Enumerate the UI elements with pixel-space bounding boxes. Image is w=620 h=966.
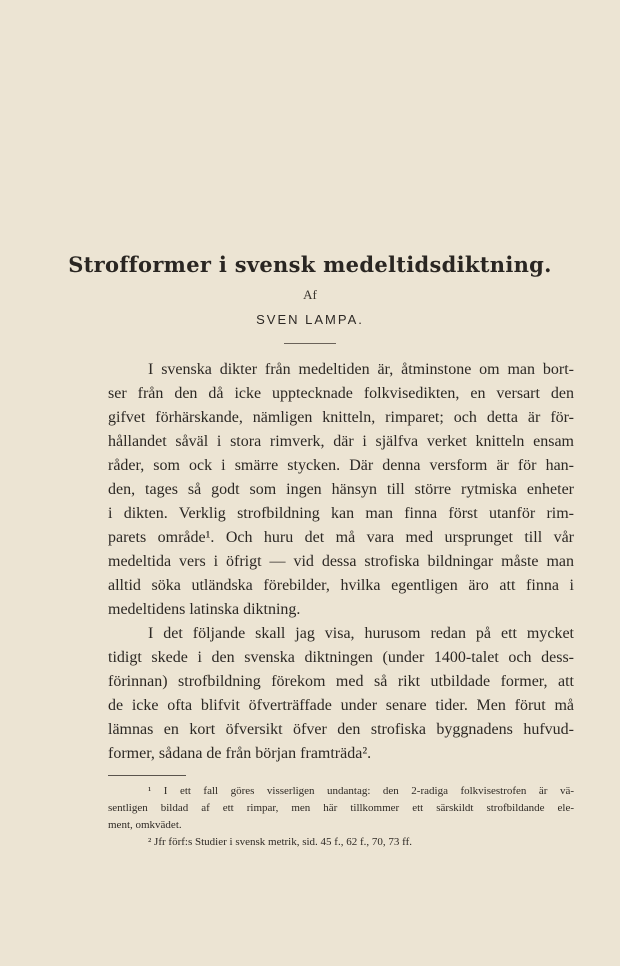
body-line: hållandet såväl i stora rimverk, där i själfva verket knitteln ensam [108, 433, 574, 450]
body-line: tidigt skede i den svenska diktningen (under 1400-talet och dess- [108, 649, 574, 666]
body-line: råder, som ock i smärre stycken. Där denna versform är för han- [108, 457, 574, 474]
body-line: den, tages så godt som ingen hänsyn till större rytmiska enheter [108, 481, 574, 498]
body-line: lämnas en kort öfversikt öfver den strofiska byggnadens hufvud- [108, 721, 574, 738]
footnote-line: ² Jfr förf:s Studier i svensk metrik, sid. 45 f., 62 f., 70, 73 ff. [148, 836, 413, 848]
body-line: I svenska dikter från medeltiden är, åtminstone om man bort- [148, 361, 574, 378]
body-line: i dikten. Verklig strofbildning kan man finna först utanför rim- [108, 505, 574, 522]
body-line: förinnan) strofbildning förekom med så rikt utbildade former, att [108, 673, 574, 690]
body-line: parets område¹. Och huru det må vara med ursprunget till vår [108, 529, 574, 546]
body-line: medeltida vers i öfrigt — vid dessa strofiska bildningar måste man [108, 553, 574, 570]
footnote-line: sentligen bildad af ett rimpar, men här tillkommer ett särskildt strofbildande ele- [108, 802, 574, 814]
byline: Af [303, 287, 317, 302]
body-line: medeltidens latinska diktning. [108, 601, 301, 618]
body-line: former, sådana de från början framträda². [108, 745, 372, 762]
body-line: gifvet förhärskande, nämligen knitteln, rimparet; och detta är för- [108, 409, 574, 426]
body-line: alltid söka utländska förebilder, hvilka egentligen äro att finna i [108, 577, 574, 594]
article-title: Strofformer i svensk medeltidsdiktning. [68, 252, 552, 277]
footnote-line: ment, omkvädet. [108, 819, 182, 831]
footnote-line: ¹ I ett fall göres visserligen undantag: den 2-radiga folkvisestrofen är vä- [148, 785, 574, 797]
body-line: I det följande skall jag visa, hurusom redan på ett mycket [148, 625, 574, 642]
author-name: SVEN LAMPA. [256, 312, 364, 327]
body-line: de icke ofta blifvit öfverträffade under senare tider. Men förut må [108, 697, 574, 714]
title-divider [284, 343, 336, 344]
body-line: ser från den då icke upptecknade folkvisedikten, en versart den [108, 385, 574, 402]
footnote-divider [108, 775, 186, 776]
